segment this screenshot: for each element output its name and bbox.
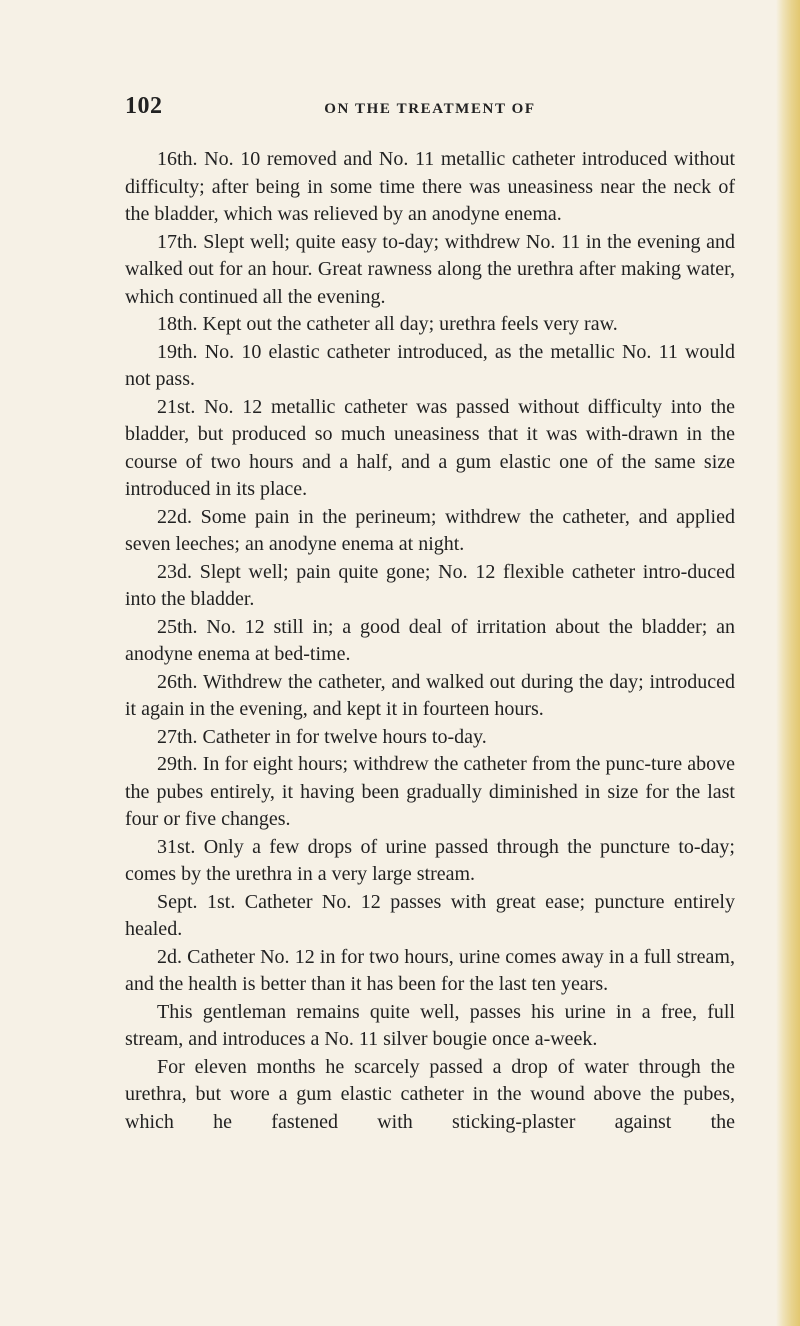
paragraph: 31st. Only a few drops of urine passed through the puncture to-day; comes by the urethra in a very large stream. bbox=[125, 835, 735, 885]
paragraph: 21st. No. 12 metallic catheter was passed without difficulty into the bladder, but produced so much uneasiness that it was with-drawn in the course of two hours and a half, and a gum elastic one of the same size introduced in its place. bbox=[125, 395, 735, 500]
paragraph: 22d. Some pain in the perineum; withdrew the catheter, and applied seven leeches; an anodyne enema at night. bbox=[125, 505, 735, 555]
paragraph: 2d. Catheter No. 12 in for two hours, urine comes away in a full stream, and the health is better than it has been for the last ten years. bbox=[125, 945, 735, 995]
paragraph: 18th. Kept out the catheter all day; urethra feels very raw. bbox=[157, 313, 618, 335]
paragraph: 25th. No. 12 still in; a good deal of irritation about the bladder; an anodyne enema at bed-time. bbox=[125, 615, 735, 665]
paragraph: 26th. Withdrew the catheter, and walked out during the day; introduced it again in the evening, and kept it in fourteen hours. bbox=[125, 670, 735, 720]
paragraph: 29th. In for eight hours; withdrew the catheter from the punc-ture above the pubes entirely, it having been gradually diminished in size for the last four or five changes. bbox=[125, 753, 735, 830]
page-edge-shading bbox=[776, 0, 800, 1326]
paragraph: 27th. Catheter in for twelve hours to-day. bbox=[157, 725, 487, 748]
paragraph: 16th. No. 10 removed and No. 11 metallic catheter introduced without difficulty; after being in some time there was uneasiness near the neck of the bladder, which was relieved by an anodyne enema. bbox=[125, 148, 735, 225]
paragraph: This gentleman remains quite well, passes his urine in a free, full stream, and introduces a No. 11 silver bougie once a-week. bbox=[125, 1000, 735, 1050]
page-number: 102 bbox=[125, 93, 163, 119]
paragraph: Sept. 1st. Catheter No. 12 passes with great ease; puncture entirely healed. bbox=[125, 890, 735, 940]
page-header bbox=[125, 93, 735, 123]
paragraph: 19th. No. 10 elastic catheter introduced, as the metallic No. 11 would not pass. bbox=[125, 340, 735, 390]
paragraph: For eleven months he scarcely passed a drop of water through the urethra, but wore a gum elastic catheter in the wound above the pubes, which he fastened with sticking-plaster against the bbox=[125, 1055, 735, 1133]
body-text bbox=[125, 146, 735, 1136]
paragraph: 23d. Slept well; pain quite gone; No. 12 flexible catheter intro-duced into the bladder. bbox=[125, 560, 735, 610]
running-head: ON THE TREATMENT OF bbox=[324, 101, 536, 117]
paragraph: 17th. Slept well; quite easy to-day; withdrew No. 11 in the evening and walked out for an hour. Great rawness along the urethra after making water, which continued all the evening. bbox=[125, 230, 735, 308]
